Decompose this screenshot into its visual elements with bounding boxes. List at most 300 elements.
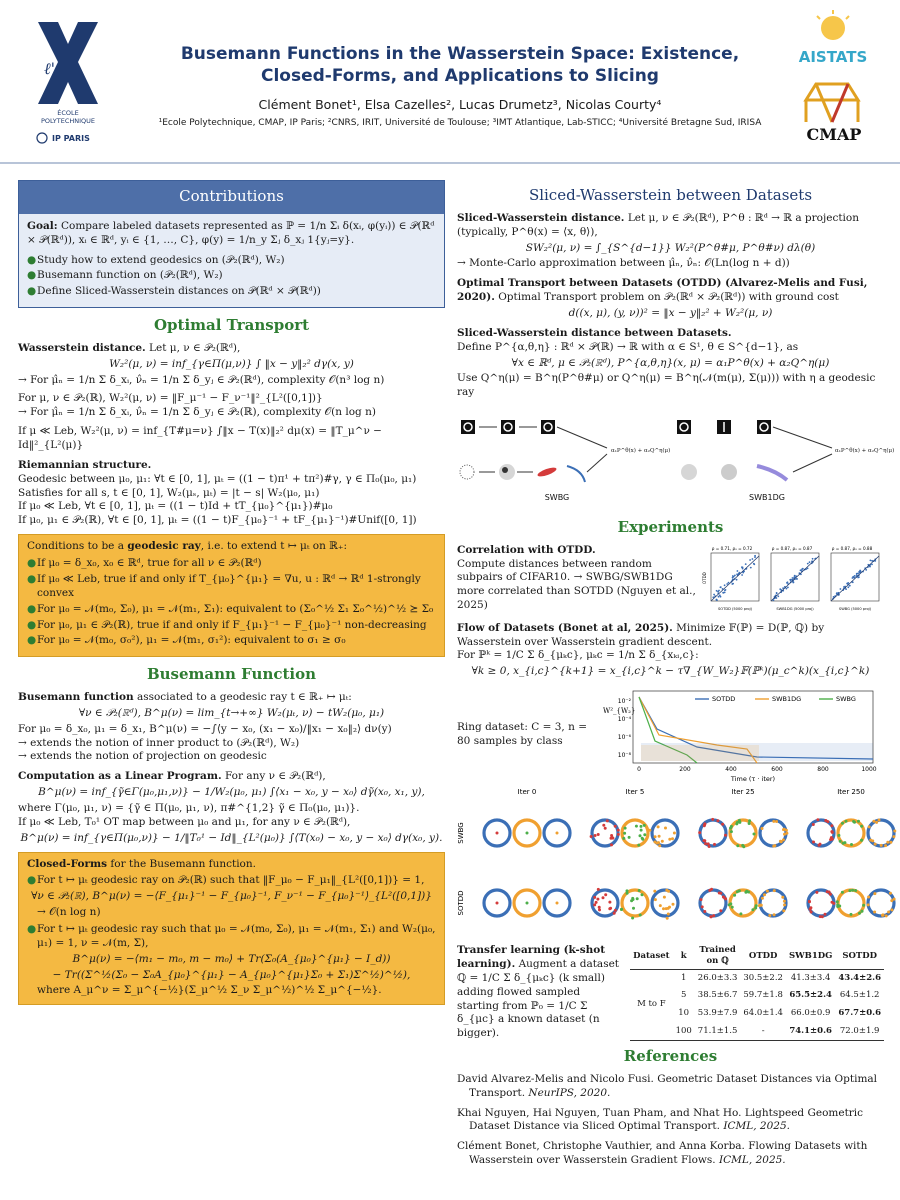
flow-particle xyxy=(845,820,848,823)
flow-particle xyxy=(824,819,827,822)
flow-particle xyxy=(782,910,785,913)
scatter-point xyxy=(753,563,755,565)
ring-target xyxy=(592,820,618,846)
flow-particle xyxy=(664,827,667,830)
flow-particle xyxy=(830,830,833,833)
flow-particle xyxy=(781,896,784,899)
flow-particle xyxy=(722,896,725,899)
bullet-icon: ● xyxy=(27,557,37,570)
flow-particle xyxy=(626,892,629,895)
goal-label: Goal: xyxy=(27,219,58,232)
scatter-point xyxy=(857,572,859,574)
correlation-block: Correlation with OTDD. Compute distances between random subpairs of CIFAR10. → SWBG/SWB1DG more correlated than SOTDD (Nguyen et al., 2025) ρ = 0.71, ρₛ = 0.72 SOTDD (5000 proj) OTDD ρ = 0.87, ρₛ = 0.87 SWB1DG (5000 proj) ρ = 0.87, ρₛ = 0.88 SWBG (5000 proj) xyxy=(457,544,884,616)
flow-particle xyxy=(878,819,881,822)
scatter-point xyxy=(787,586,789,588)
svg-text:CMAP: CMAP xyxy=(806,125,862,144)
flow-particle xyxy=(719,910,722,913)
list-item: ● For μ₀ = 𝒩(m₀, Σ₀), μ₁ = 𝒩(m₁, Σ₁): equivalent to (Σ₀^½ Σ₁ Σ₀^½)^½ ⪰ Σ₀ xyxy=(27,602,434,615)
scatter-point xyxy=(737,570,739,572)
svg-text:Iter 5: Iter 5 xyxy=(625,788,645,797)
svg-text:600: 600 xyxy=(771,766,783,774)
scatter-point xyxy=(786,587,788,589)
flow-particle xyxy=(728,904,731,907)
table-row: 10 53.9±7.9 64.0±1.4 66.0±0.9 67.7±0.6 xyxy=(678,1007,881,1018)
flow-particle xyxy=(718,892,721,895)
flow-particle xyxy=(808,900,811,903)
scatter-point xyxy=(726,583,728,585)
scatter-point xyxy=(754,556,756,558)
contributions-title: Contributions xyxy=(19,181,444,214)
svg-text:SWB1DG: SWB1DG xyxy=(749,493,785,503)
flow-particle xyxy=(641,894,644,897)
flow-particle xyxy=(885,915,888,918)
flow-particle xyxy=(759,904,762,907)
poster-title: Busemann Functions in the Wasserstein Space: Existence, Closed-Forms, and Applications to Slicing xyxy=(180,44,740,86)
flow-particle xyxy=(815,891,818,894)
scatter-point xyxy=(787,581,789,583)
flow-particle xyxy=(595,901,598,904)
svg-text:ℓ': ℓ' xyxy=(44,59,56,78)
ecole-polytechnique-logo xyxy=(28,14,108,146)
bullet-icon: ● xyxy=(27,618,37,631)
flow-particle xyxy=(861,910,864,913)
flow-particle xyxy=(832,902,835,905)
flow-particle xyxy=(665,889,668,892)
flow-particle xyxy=(623,832,626,835)
scatter-point xyxy=(716,599,718,601)
flow-particle xyxy=(816,818,819,821)
list-item: ● If μ₀ = δ_x₀, x₀ ∈ ℝᵈ, true for all ν ∈ 𝒫₂(ℝᵈ) xyxy=(27,557,262,570)
flow-particle xyxy=(747,891,750,894)
svg-text:IP PARIS: IP PARIS xyxy=(52,134,90,143)
flow-particle xyxy=(631,917,634,920)
closed-forms-box: Closed-Forms for the Busemann function. ● For t ↦ μₜ geodesic ray on 𝒫₂(ℝ) such that ‖F_μ₀ − F_μ₁‖_{L²([0,1])} = 1, ∀ν ∈ 𝒫₂(ℝ), B^μ(ν) = −⟨F_{μ₁}⁻¹ − F_{μ₀}⁻¹, F_ν⁻¹ − F_{μ₀}⁻¹⟩_{L²([0,1])} → 𝒪(n log n) ● For t ↦ μₜ geodesic ray such that μ₀ = 𝒩(m₀, Σ₀), μ₁ = 𝒩(m₁, Σ₁) and W₂(μ₀, μ₁) = 1, ν = 𝒩(m, Σ), B^μ(ν) = −⟨m₁ − m₀, m − m₀⟩ + Tr(Σ₀(A_{μ₀}^{μ₁} − I_d)) − Tr((Σ^½(Σ₀ − Σ₀A_{μ₀}^{μ₁} − A_{μ₀}^{μ₁}Σ₀ + Σ₁)Σ^½)^½), where A_μ^ν = Σ_μ^{−½}(Σ_μ^½ Σ_ν Σ_μ^½)^½ Σ_μ^{−½}. xyxy=(18,852,445,1006)
flow-particle xyxy=(873,911,876,914)
scatter-point xyxy=(745,563,747,565)
flow-particle xyxy=(526,832,529,835)
flow-particle xyxy=(643,824,646,827)
flow-particle xyxy=(862,904,865,907)
flow-particle xyxy=(648,829,651,832)
scatter-point xyxy=(789,579,791,581)
flow-particle xyxy=(775,820,778,823)
flow-particle xyxy=(703,910,706,913)
svg-text:AISTATS: AISTATS xyxy=(798,48,868,66)
flow-particle xyxy=(890,909,893,912)
flow-particle xyxy=(638,889,641,892)
flow-particle xyxy=(663,896,666,899)
flow-particle xyxy=(611,837,614,840)
flow-particle xyxy=(841,822,844,825)
flow-particle xyxy=(763,894,766,897)
flow-particle xyxy=(867,896,870,899)
flow-particle xyxy=(893,898,896,901)
svg-text:400: 400 xyxy=(725,766,737,774)
busemann-definition: Busemann function associated to a geodesic ray t ∈ ℝ₊ ↦ μₜ: ∀ν ∈ 𝒫₂(ℝᵈ), B^μ(ν) = lim_{t→+∞} W₂(μₜ, ν) − tW₂(μ₀, μ₁) For μ₀ = δ_x₀, μ₁ = δ_x₁, B^μ(ν) = −∫⟨y − x₀, (x₁ − x₀)/‖x₁ − x₀‖₂⟩ dν(y) → extends the notion of inner product to (𝒫₂(ℝᵈ), W₂) → extends the notion of projection on geodesic xyxy=(18,691,392,763)
scatter-point xyxy=(776,592,778,594)
flow-particle xyxy=(620,908,623,911)
flow-particle xyxy=(671,837,674,840)
svg-text:Iter 25: Iter 25 xyxy=(731,788,755,797)
bullet-icon: ● xyxy=(27,634,37,647)
scatter-point xyxy=(843,586,845,588)
bullet-icon: ● xyxy=(27,285,37,298)
scatter-point xyxy=(812,558,814,560)
wasserstein-equation: W₂²(μ, ν) = inf_{γ∈Π(μ,ν)} ∫ ‖x − y‖₂² dγ(x, y) xyxy=(109,357,354,370)
flow-particle xyxy=(783,833,786,836)
flow-particle xyxy=(889,892,892,895)
svg-text:POLYTECHNIQUE: POLYTECHNIQUE xyxy=(40,117,96,125)
flow-particle xyxy=(739,913,742,916)
table-row: 100 71.1±1.5 - 74.1±0.6 72.0±1.9 xyxy=(630,1022,884,1040)
table-row: 5 38.5±6.7 59.7±1.8 65.5±2.4 64.5±1.2 xyxy=(680,990,880,1001)
svg-text:10⁻⁶: 10⁻⁶ xyxy=(617,734,631,742)
flow-particle xyxy=(667,907,670,910)
svg-text:SWBG: SWBG xyxy=(544,493,570,503)
flow-particle xyxy=(761,827,764,830)
flow-particle xyxy=(880,844,883,847)
ring-target xyxy=(808,820,834,846)
flow-particle xyxy=(598,909,601,912)
scatter-point xyxy=(840,588,842,590)
flow-particle xyxy=(716,819,719,822)
scatter-point xyxy=(749,559,751,561)
table-row: M to F 1 26.0±3.3 30.5±2.2 41.3±3.4 43.4±2.6 xyxy=(637,972,881,1010)
bullet-icon: ● xyxy=(27,269,37,282)
svg-text:ρ = 0.87, ρₛ = 0.87: ρ = 0.87, ρₛ = 0.87 xyxy=(771,545,813,551)
flow-particle xyxy=(662,907,665,910)
flow-particle xyxy=(628,836,631,839)
flow-particle xyxy=(782,828,785,831)
flow-particle xyxy=(810,911,813,914)
aistats-logo xyxy=(788,10,878,76)
flow-particle xyxy=(748,822,751,825)
references-list xyxy=(457,1073,884,1168)
svg-text:ÉCOLE: ÉCOLE xyxy=(57,109,79,117)
flow-particle xyxy=(657,841,660,844)
goal-statement xyxy=(27,220,436,248)
scatter-point xyxy=(724,589,726,591)
flow-particle xyxy=(666,917,669,920)
flow-particle xyxy=(596,898,599,901)
flow-particle xyxy=(593,896,596,899)
flow-particle xyxy=(614,825,617,828)
flow-particle xyxy=(630,900,633,903)
reference-item: David Alvarez-Melis and Nicolo Fusi. Geometric Dataset Distances via Optimal Transport. NeurIPS, 2020. xyxy=(457,1072,878,1099)
sliced-wasserstein-block: Sliced-Wasserstein distance. Let μ, ν ∈ 𝒫₂(ℝᵈ), P^θ : ℝᵈ → ℝ a projection (typically, P^θ(x) = ⟨x, θ⟩), SW₂²(μ, ν) = ∫_{S^{d−1}} W₂²(P^θ#μ, P^θ#ν) dλ(θ) → Monte-Carlo approximation between μ̂ₙ, ν̂ₙ: 𝒪(Ln(log n + d)) xyxy=(457,211,859,270)
scatter-point xyxy=(741,574,743,576)
svg-text:10⁻²: 10⁻² xyxy=(617,698,631,706)
flow-particle xyxy=(868,826,871,829)
scatter-point xyxy=(718,589,720,591)
flow-particle xyxy=(748,819,751,822)
flow-particle xyxy=(768,914,771,917)
flow-particle xyxy=(640,825,643,828)
flow-particle xyxy=(860,839,863,842)
scatter-point xyxy=(807,562,809,564)
flow-particle xyxy=(857,820,860,823)
scatter-point xyxy=(742,567,744,569)
svg-text:α₁P^θ(x) + α₂Q^η(μ): α₁P^θ(x) + α₂Q^η(μ) xyxy=(835,448,895,455)
list-item: ● For μ₀, μ₁ ∈ 𝒫₂(ℝ), true if and only if F_{μ₁}⁻¹ − F_{μ₀}⁻¹ non-decreasing xyxy=(27,618,427,631)
svg-text:ρ = 0.87, ρₛ = 0.88: ρ = 0.87, ρₛ = 0.88 xyxy=(831,545,873,551)
loss-legend xyxy=(695,695,856,703)
scatter-point xyxy=(713,593,715,595)
flow-particle xyxy=(604,894,607,897)
scatter-point xyxy=(792,577,794,579)
flow-particle xyxy=(667,913,670,916)
svg-text:Iter 0: Iter 0 xyxy=(517,788,537,797)
flow-particle xyxy=(608,908,611,911)
scatter-point xyxy=(716,590,718,592)
flow-particle xyxy=(597,833,600,836)
svg-text:ρ = 0.71, ρₛ = 0.72: ρ = 0.71, ρₛ = 0.72 xyxy=(711,545,753,551)
bullet-icon: ● xyxy=(27,572,37,585)
flow-particle xyxy=(661,840,664,843)
flow-particle xyxy=(709,916,712,919)
flow-particle xyxy=(889,841,892,844)
flow-particle xyxy=(783,900,786,903)
scatter-point xyxy=(793,576,795,578)
flow-particle xyxy=(867,904,870,907)
list-item: ● Define Sliced-Wasserstein distances on 𝒫(ℝᵈ × 𝒫(ℝᵈ)) xyxy=(27,285,321,298)
flow-particle xyxy=(736,845,739,848)
point-cloud-row xyxy=(460,454,832,482)
flow-particle xyxy=(632,907,635,910)
flow-particle xyxy=(842,842,845,845)
flow-particle xyxy=(836,901,839,904)
flow-particle xyxy=(837,834,840,837)
flow-particle xyxy=(851,889,854,892)
flow-particle xyxy=(657,826,660,829)
transfer-learning-table: Dataset k Trained on ℚ OTDD SWB1DG SOTDD M to F 1 26.0±3.3 30.5±2.2 41.3±3.4 43.4±2.6 5 38.5±6.7 59.7±1.8 65.5±2.4 64.5±1.2 10 53.9±7.9 64.0±1.4 66.0±0.9 67.7±0.6 100 71.1±1.5 - 74.1±0.6 72.0±1.9 xyxy=(630,944,884,1041)
otdd-block: Optimal Transport between Datasets (OTDD) (Alvarez-Melis and Fusi, 2020). Optimal Transport problem on 𝒫₂(ℝᵈ × 𝒫₂(ℝᵈ)) with ground cost d((x, μ), (y, ν))² = ‖x − y‖₂² + W₂²(μ, ν) xyxy=(457,277,868,319)
flow-particle xyxy=(744,891,747,894)
flow-particle xyxy=(654,898,657,901)
svg-text:SOTDD (5000 proj): SOTDD (5000 proj) xyxy=(718,606,752,611)
scatter-point xyxy=(845,588,847,590)
flow-particle xyxy=(698,831,701,834)
bullet-icon: ● xyxy=(27,253,37,266)
flow-particle xyxy=(819,843,822,846)
bullet-icon: ● xyxy=(27,602,37,615)
scatter-point xyxy=(865,569,867,571)
flow-particle xyxy=(783,904,786,907)
flow-particle xyxy=(773,844,776,847)
flow-particle xyxy=(602,824,605,827)
flow-particle xyxy=(830,824,833,827)
flow-particle xyxy=(622,837,625,840)
flow-particle xyxy=(785,829,788,832)
flow-particle xyxy=(812,841,815,844)
flow-particle xyxy=(635,825,638,828)
scatter-point xyxy=(847,586,849,588)
ring-target xyxy=(652,890,678,916)
loss-curve-plot xyxy=(597,685,882,785)
cmap-logo xyxy=(786,78,882,148)
flow-particle xyxy=(614,909,617,912)
scatter-point xyxy=(724,591,726,593)
flow-particle xyxy=(496,902,499,905)
scatter-point xyxy=(809,561,811,563)
list-item: ● Study how to extend geodesics on (𝒫₂(ℝᵈ), W₂) xyxy=(27,253,285,266)
flow-particle xyxy=(602,897,605,900)
flow-particle xyxy=(617,833,620,836)
flow-particle xyxy=(708,845,711,848)
flow-particle xyxy=(892,835,895,838)
flow-particle xyxy=(821,915,824,918)
flow-particle xyxy=(668,838,671,841)
scatter-point xyxy=(732,582,734,584)
flow-particle xyxy=(708,889,711,892)
geodesic-ray-conditions-box: Conditions to be a geodesic ray, i.e. to extend t ↦ μₜ on ℝ₊: ● If μ₀ = δ_x₀, x₀ ∈ ℝᵈ, true for all ν ∈ 𝒫₂(ℝᵈ) ● If μ₀ ≪ Leb, true if and only if T_{μ₀}^{μ₁} = ∇u, u : ℝᵈ → ℝᵈ 1-strongly convex ● For μ₀ = 𝒩(m₀, Σ₀), μ₁ = 𝒩(m₁, Σ₁): equivalent to (Σ₀^½ Σ₁ Σ₀^½)^½ ⪰ Σ₀ ● For μ₀, μ₁ ∈ 𝒫₂(ℝ), true if and only if F_{μ₁}⁻¹ − F_{μ₀}⁻¹ non-decreasing ● For μ₀ = 𝒩(m₀, σ₀²), μ₁ = 𝒩(m₁, σ₁²): equivalent to σ₁ ≥ σ₀ xyxy=(18,534,445,657)
goal-text: Compare labeled datasets represented as ℙ = 1/n Σᵢ δ(xᵢ, φ(yᵢ)) ∈ 𝒫(ℝᵈ × 𝒫(ℝᵈ)), xᵢ ∈ ℝᵈ, yᵢ ∈ {1, …, C}, φ(y) = 1/n_y Σⱼ δ_xⱼ 1{yⱼ=y}. xyxy=(27,219,435,246)
flow-particle xyxy=(703,839,706,842)
svg-text:SWB1DG (5000 proj): SWB1DG (5000 proj) xyxy=(776,606,814,611)
flow-particle xyxy=(637,844,640,847)
svg-text:SWBG (5000 proj): SWBG (5000 proj) xyxy=(838,606,872,611)
flow-particle xyxy=(673,832,676,835)
flow-particle xyxy=(526,902,529,905)
scatter-point xyxy=(728,582,730,584)
flow-particle xyxy=(610,844,613,847)
list-item: ● Busemann function on (𝒫₂(ℝᵈ), W₂) xyxy=(27,269,223,282)
header-divider xyxy=(0,162,900,164)
flow-particle xyxy=(836,905,839,908)
flow-particle xyxy=(736,890,739,893)
poster-header xyxy=(0,0,900,160)
flow-particle xyxy=(594,834,597,837)
scatter-point xyxy=(752,558,754,560)
section-title-experiments: Experiments xyxy=(617,517,724,536)
scatter-point xyxy=(720,586,722,588)
flow-particle xyxy=(839,840,842,843)
flow-particle xyxy=(812,823,815,826)
digit-row xyxy=(461,420,832,448)
flow-particle xyxy=(639,914,642,917)
flow-particle xyxy=(701,906,704,909)
flow-particle xyxy=(753,833,756,836)
flow-particle xyxy=(754,907,757,910)
svg-text:10⁻⁴: 10⁻⁴ xyxy=(617,716,631,724)
section-title-optimal-transport: Optimal Transport xyxy=(153,316,310,335)
scatter-point xyxy=(796,578,798,580)
flow-particle xyxy=(659,904,662,907)
svg-text:SWB1DG: SWB1DG xyxy=(772,695,802,704)
flow-particle xyxy=(700,898,703,901)
svg-text:SWBG: SWBG xyxy=(836,695,856,704)
flow-particle xyxy=(741,844,744,847)
list-item: ● If μ₀ ≪ Leb, true if and only if T_{μ₀}^{μ₁} = ∇u, u : ℝᵈ → ℝᵈ 1-strongly convex xyxy=(27,572,421,599)
svg-text:0: 0 xyxy=(637,766,641,774)
flow-particle xyxy=(850,913,853,916)
scatter-point xyxy=(871,563,873,565)
svg-text:10⁻⁸: 10⁻⁸ xyxy=(617,752,631,760)
list-item: ● For t ↦ μₜ geodesic ray on 𝒫₂(ℝ) such that ‖F_μ₀ − F_μ₁‖_{L²([0,1])} = 1, xyxy=(27,874,425,887)
flow-particle xyxy=(654,841,657,844)
scatter-point xyxy=(724,584,726,586)
scatter-point xyxy=(732,575,734,577)
flow-particle xyxy=(658,835,661,838)
flow-particle xyxy=(721,823,724,826)
flow-particle xyxy=(751,909,754,912)
bullet-icon: ● xyxy=(27,923,37,936)
flow-particle xyxy=(641,838,644,841)
flow-particle xyxy=(824,913,827,916)
flow-particle xyxy=(886,841,889,844)
flow-particle xyxy=(636,897,639,900)
flow-particle xyxy=(643,834,646,837)
flow-particle xyxy=(617,829,620,832)
flow-particle xyxy=(707,843,710,846)
scatter-point xyxy=(777,595,779,597)
flow-particle xyxy=(893,830,896,833)
flow-particle xyxy=(658,845,661,848)
scatter-swbg xyxy=(823,544,881,616)
section-title-busemann: Busemann Function xyxy=(146,665,317,684)
svg-text:800: 800 xyxy=(817,766,829,774)
flow-particle xyxy=(773,913,776,916)
section-title-sliced: Sliced-Wasserstein between Datasets xyxy=(528,186,813,204)
flow-particle xyxy=(858,912,861,915)
riemannian-block: Riemannian structure. Geodesic between μ₀, μ₁: ∀t ∈ [0, 1], μₜ = ((1 − t)π¹ + tπ²)#γ, γ ∈ Π₀(μ₀, μ₁) Satisfies for all s, t ∈ [0, 1], W₂(μₛ, μₜ) = |t − s| W₂(μ₀, μ₁) If μ₀ ≪ Leb, ∀t ∈ [0, 1], μₜ = ((1 − t)Id + tT_{μ₀}^{μ₁})#μ₀ If μ₀, μ₁ ∈ 𝒫₂(ℝ), ∀t ∈ [0, 1], μₜ = ((1 − t)F_{μ₀}⁻¹ + tF_{μ₁}⁻¹)#Unif([0, 1]) xyxy=(18,458,417,527)
flow-particle xyxy=(598,906,601,909)
flow-particle xyxy=(606,820,609,823)
svg-text:200: 200 xyxy=(679,766,691,774)
scatter-point xyxy=(849,585,851,587)
scatter-point xyxy=(719,594,721,596)
flow-particle xyxy=(654,835,657,838)
list-item: ● For t ↦ μₜ geodesic ray such that μ₀ = 𝒩(m₀, Σ₀), μ₁ = 𝒩(m₁, Σ₁) and W₂(μ₀, μ₁) = 1, ν = 𝒩(m, Σ), xyxy=(27,923,436,949)
flow-particle xyxy=(704,843,707,846)
flow-particle xyxy=(854,889,857,892)
flow-particle xyxy=(640,829,643,832)
bullet-icon: ● xyxy=(27,874,37,887)
svg-text:W²_{W₂}: W²_{W₂} xyxy=(603,707,636,716)
flow-particle xyxy=(556,902,559,905)
svg-text:1000: 1000 xyxy=(861,766,877,774)
flow-particle xyxy=(881,914,884,917)
flow-particle xyxy=(736,821,739,824)
scatter-point xyxy=(852,576,854,578)
flow-particle xyxy=(613,912,616,915)
flow-particle xyxy=(590,835,593,838)
author-list: Clément Bonet¹, Elsa Cazelles², Lucas Drumetz³, Nicolas Courty⁴ xyxy=(258,97,662,112)
flow-particle xyxy=(853,821,856,824)
flow-particle xyxy=(730,830,733,833)
flow-particle xyxy=(712,914,715,917)
section-title-references: References xyxy=(623,1047,718,1066)
flow-particle xyxy=(496,832,499,835)
affiliations: ¹Ecole Polytechnique, CMAP, IP Paris; ²CNRS, IRIT, Université de Toulouse; ³IMT Atlantique, Lab-STICC; ⁴Université Bretagne Sud, IRISA xyxy=(158,118,762,128)
flow-particle xyxy=(828,891,831,894)
flow-particle xyxy=(733,894,736,897)
scatter-point xyxy=(718,596,720,598)
flow-particle xyxy=(884,844,887,847)
svg-text:Time (τ · iter): Time (τ · iter) xyxy=(730,775,776,784)
correlation-scatter-plots xyxy=(703,544,883,616)
flow-particle xyxy=(711,818,714,821)
flow-particle xyxy=(608,901,611,904)
flow-particle xyxy=(848,889,851,892)
flow-particle xyxy=(703,824,706,827)
scatter-point xyxy=(870,559,872,561)
swd-block: Sliced-Wasserstein distance between Datasets. Define P^{α,θ,η} : ℝᵈ × 𝒫(ℝ) → ℝ with α ∈ S¹, θ ∈ S^{d−1}, as ∀x ∈ ℝᵈ, μ ∈ 𝒫₂(ℝᵈ), P^{α,θ,η}(x, μ) = α₁P^θ(x) + α₂Q^η(μ) Use Q^η(μ) = B^η(P^θ#μ) or Q^η(μ) = B^η(𝒩(m(μ), Σ(μ))) with η a geodesic ray xyxy=(457,326,876,399)
flow-particle xyxy=(860,825,863,828)
flow-particle xyxy=(672,903,675,906)
flow-block: Flow of Datasets (Bonet at al, 2025). Minimize 𝔽(ℙ) = D(ℙ, ℚ) by Wasserstein over Wasserstein gradient descent. For ℙᵏ = 1/C Σ δ_{μₖc}, μₖc = 1/n Σ δ_{xₖᵢ,c}: ∀k ≥ 0, x_{i,c}^{k+1} = x_{i,c}^k − τ∇_{W_W₂}𝔽(ℙᵏ)(μ_c^k)(x_{i,c}^k) xyxy=(457,621,870,678)
flow-particle xyxy=(729,827,732,830)
